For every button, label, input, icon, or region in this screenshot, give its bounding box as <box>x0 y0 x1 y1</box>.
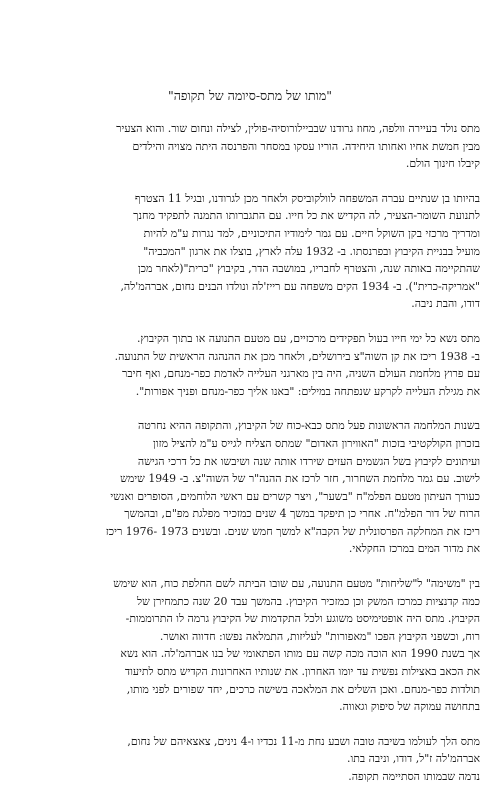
paragraph <box>20 575 480 716</box>
text-line: את מגילת העלייה לקרקע שנפתחה במילים: "באנו אליך כפר-מנחם ופניך אפורות". <box>135 384 480 398</box>
text-line: שהתקיימה באותה שנה, והצטרף לחבריו, במושבה הדר, בקיבוץ "כרית"(לאחר מכן <box>137 262 480 276</box>
text-line: נדמה שבמותו הסתיימה תקופה. <box>348 770 480 783</box>
paragraph <box>20 330 480 400</box>
text-line: ריכז את המחלקה הפרסונלית של הקבה"א למשך חמש שנים. ובשנים 1973 -1976 ריכז <box>105 524 480 538</box>
text-line: מבין חמשת אחיו ואחותו היחידה. הוריו עסקו במסחר והפרנסה היתה מצויה והילדים <box>132 139 480 153</box>
text-line: ומדריך מרכזי בקן השוקל חיים. עם גמר לימודיו התיכוניים, למד נגרות ע"מ להיות <box>143 226 480 240</box>
text-line: הקיבוץ. מתס היה אופטימיסט משוגע ולכל התקדמות של הקיבוץ גרמה לו התרוממות- <box>125 612 480 626</box>
document-body <box>20 120 480 786</box>
text-line: עם פרוץ מלחמת העולם השניה, היה בין מארגני העלייה לאדמת כפר-מנחם, ואף חיבר <box>122 367 480 381</box>
text-line: כעורך העיתון מטעם הפלמ"ח "בשער", ויצר קשרים עם ראשי הלוחמים, הסופרים ואנשי <box>110 489 480 503</box>
text-line: אברהמ'לה ז"ל, דודו, וניבה בתו. <box>346 752 480 766</box>
paragraph <box>20 417 480 558</box>
text-line: בזכרון הקולקטיבי בזכות "האווירון האדום" שמתס הצליח לגייס ע"מ להציל מזון <box>153 436 480 450</box>
text-line: דודו, והבת ניבה. <box>411 297 480 311</box>
text-line: רוח, וכשפני הקיבוץ הפכו "מאפורות" לעליזות, התמלאה נפשו: חדווה ואושר. <box>159 629 480 643</box>
text-line: מתס נשא כל ימי חייו בעול תפקידים מרכזיים, עם מטעם התנועה או בתוך הקיבוץ. <box>136 331 480 345</box>
text-line: את מדור המים במרכז החקלאי. <box>348 542 480 556</box>
text-line: בין "משימה" ל"שליחות" מטעם התנועה, עם שובו הביתה לשם החלפת כוח, הוא שימש <box>113 577 480 591</box>
text-line: קיבלו חינוך הולם. <box>405 157 480 171</box>
text-line: ועיתונים לקיבוץ בשל הגשמים העזים שירדו אותה שנה ושיבשו את כל דרכי הגישה <box>137 454 480 468</box>
text-line: בשנות המלחמה הראשונות פעל מתס כבא-כוח של הקיבוץ, והתקופה ההיא נחרטה <box>137 419 480 433</box>
text-line: ב- 1938 ריכז את קן השוה"צ בירושלים, ולאחר מכן את ההנהגה הראשית של התנועה. <box>114 349 480 363</box>
text-line: "אמריקה-כרית"). ב- 1934 הקים משפחה עם רייז'לה ונולדו הבנים נחום, אברהמ'לה, <box>120 279 480 293</box>
text-line: אך בשנת 1990 הוא הוכה מכה קשה עם מותו הפתאומי של בנו אברהמ'לה. הוא נשא <box>120 647 480 661</box>
text-line: לישוב. עם גמר מלחמת השחרור, חזר לרכז את ההנה"ר של השוה"צ. ב- 1949 שימש <box>120 472 480 486</box>
text-line: תולדות כפר-מנחם. ואכן השלים את המלאכה בשישה כרכים, יחד שפורים לפני מותו, <box>126 682 480 696</box>
text-line: מועיל בבניית הקיבוץ ובפרנסתו. ב- 1932 עלה לארץ, בוצלו את ארגון "המכביה" <box>143 244 480 258</box>
paragraph <box>20 733 480 786</box>
text-line: מתס הלך לעולמו בשיבה טובה ושבע נחת מ-11 נכדיו ו-4 נינים, צאצאיהם של נחום, <box>127 734 480 748</box>
text-line: בתחושה עמוקה של סיפוק וגאווה. <box>339 700 480 714</box>
text-line: את הכאב באצילות נפשית עד יומו האחרון. את שנותיו האחרונות הקדיש מתס לתיעוד <box>124 665 480 679</box>
text-line: כמה קדנציות כמרכז המשק וכן כמזכיר הקיבוץ. בהמשך עבד 20 שנה כתמחירן של <box>137 594 480 608</box>
text-line: הרוח של דור הפלמ"ח. אחרי כן תיפקד במשך 4 שנים כמזכיר מפלגת מפ"ם, ובהמשך <box>124 507 480 521</box>
paragraph <box>20 190 480 313</box>
text-line: לתנועת השומר-הצעיר, לה הקדיש את כל חייו. עם התגברותו התמנה לתפקיד מחנך <box>133 209 480 223</box>
text-line: בהיותו בן שנתיים עברה המשפחה לוולקוביסק ולאחר מכן לגרודנו, ובגיל 11 הצטרף <box>134 191 480 205</box>
text-line: מתס נולד בעיירה וולפה, מחוז גרודנו שבביילורוסיה-פולין, לצילה ונחום שור. והוא הצעיר <box>116 122 480 135</box>
document-title: "מותו של מתס-סיומה של תקופה" <box>167 88 333 103</box>
paragraph <box>20 120 480 173</box>
